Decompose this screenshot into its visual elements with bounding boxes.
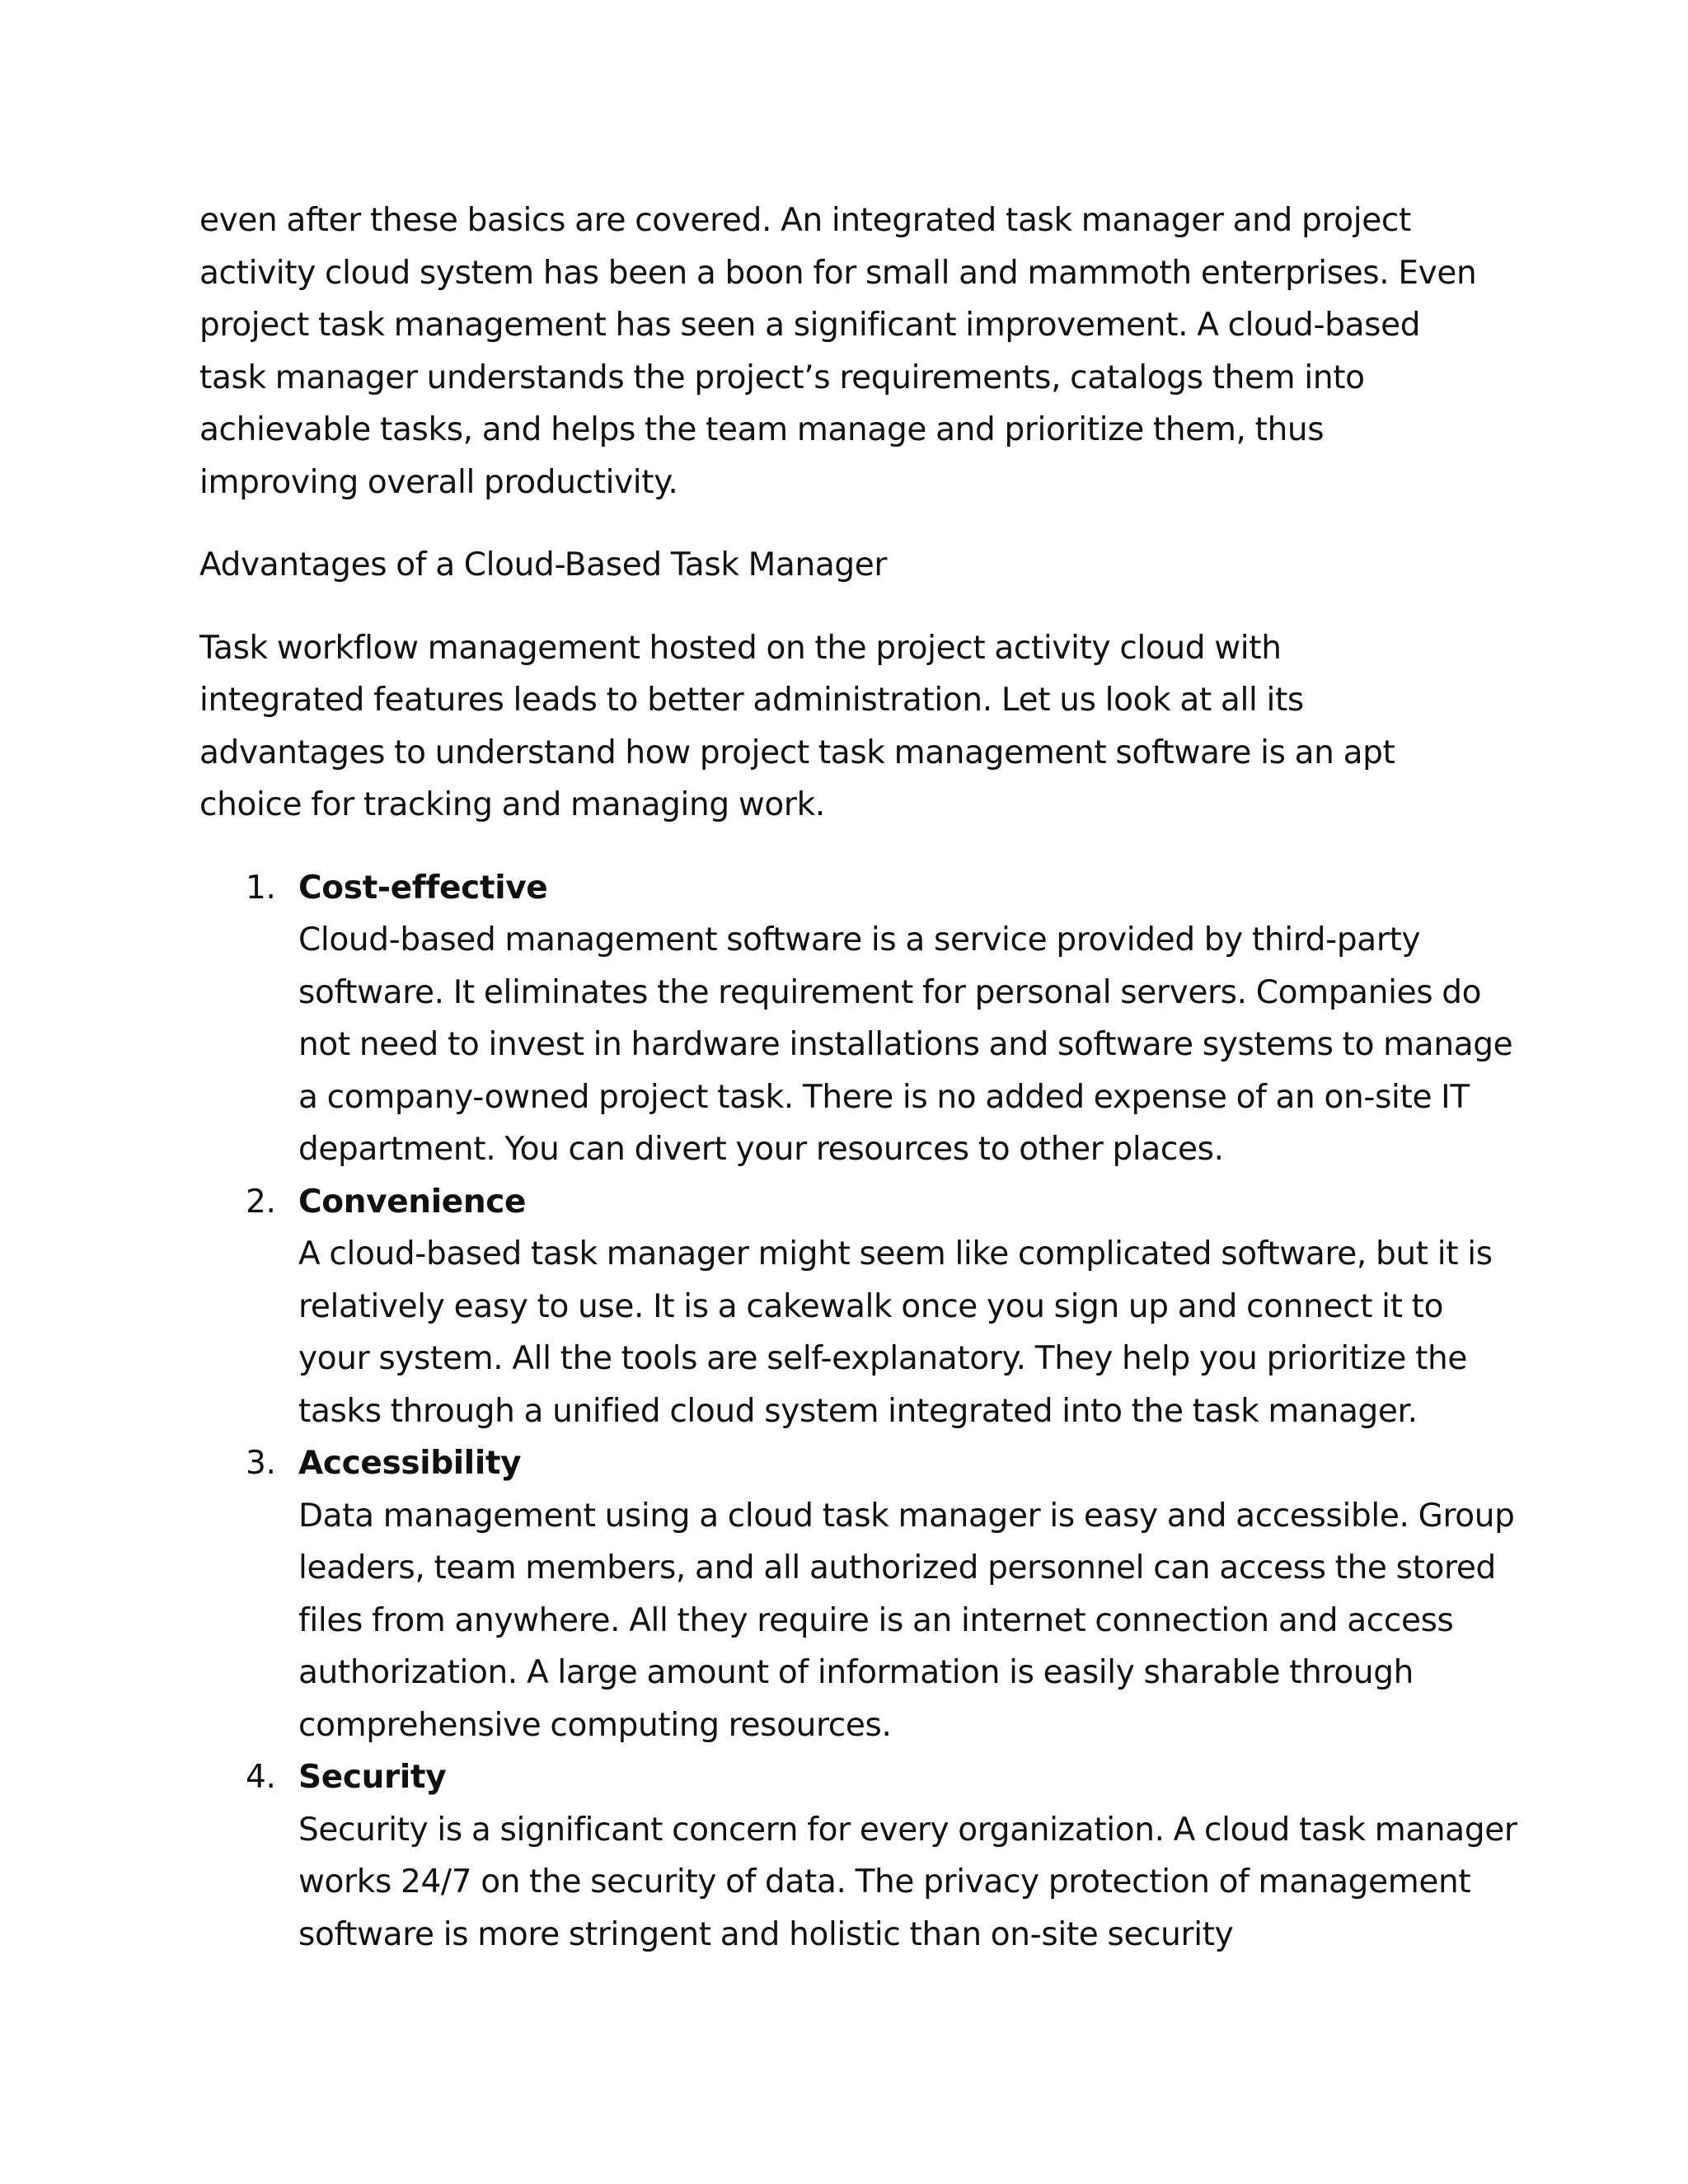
list-item-title: Cost-effective bbox=[298, 869, 548, 907]
list-item-number: 4. bbox=[246, 1759, 276, 1796]
list-item bbox=[199, 1437, 1518, 1751]
section-heading: Advantages of a Cloud-Based Task Manager bbox=[199, 546, 888, 583]
list-item-title: Security bbox=[298, 1759, 447, 1796]
list-item-body: A cloud-based task manager might seem like complicated software, but it is relatively easy to use. It is a cakewalk once you sign up and connect it to your system. All the tools are self-explanatory. They help you prioritize the tasks through a unified cloud system integrated into the task manager. bbox=[298, 1235, 1493, 1430]
list-item bbox=[199, 862, 1518, 1176]
list-item-title: Accessibility bbox=[298, 1445, 522, 1482]
advantages-list bbox=[199, 862, 1518, 1961]
list-item bbox=[199, 1751, 1518, 1961]
list-item-title: Convenience bbox=[298, 1183, 527, 1221]
lead-paragraph: Task workflow management hosted on the project activity cloud with integrated features leads to better administration. Let us look at all its advantages to understand how project task management software is an apt choice for tracking and managing work. bbox=[199, 629, 1395, 823]
list-item bbox=[199, 1176, 1518, 1438]
page-content bbox=[199, 194, 1518, 1961]
list-item-body: Cloud-based management software is a service provided by third-party software. It eliminates the requirement for personal servers. Companies do not need to invest in hardware installations and software systems to manage a company-owned project task. There is no added expense of an on-site IT department. You can divert your resources to other places. bbox=[298, 921, 1513, 1168]
intro-paragraph: even after these basics are covered. An integrated task manager and project activity cloud system has been a boon for small and mammoth enterprises. Even project task management has seen a significant improvement. A cloud-based task manager understands the project’s requirements, catalogs them into achievable tasks, and helps the team manage and prioritize them, thus improving overall productivity. bbox=[199, 202, 1477, 501]
list-item-number: 3. bbox=[246, 1445, 276, 1482]
list-item-number: 2. bbox=[246, 1183, 276, 1221]
list-item-body: Data management using a cloud task manager is easy and accessible. Group leaders, team members, and all authorized personnel can access the stored files from anywhere. All they require is an internet connection and access authorization. A large amount of information is easily sharable through comprehensive computing resources. bbox=[298, 1497, 1515, 1744]
list-item-body: Security is a significant concern for every organization. A cloud task manager works 24/7 on the security of data. The privacy protection of management software is more stringent and holistic than on-site security bbox=[298, 1811, 1517, 1953]
list-item-number: 1. bbox=[246, 869, 276, 907]
